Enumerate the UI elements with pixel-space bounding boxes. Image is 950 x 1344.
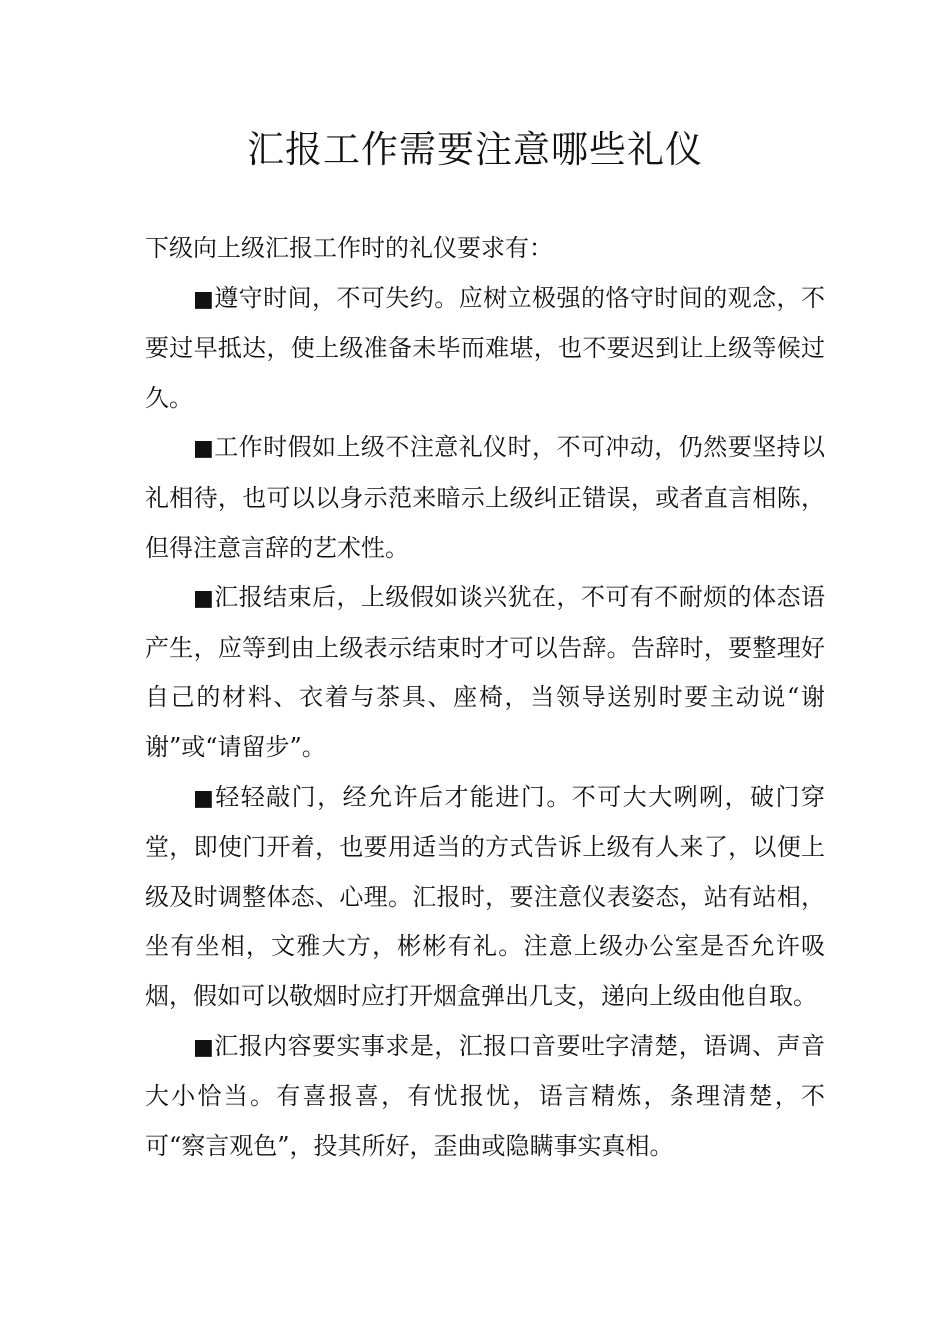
bullet-square-icon: ■ bbox=[193, 1034, 215, 1060]
bullet-square-icon: ■ bbox=[193, 286, 215, 312]
intro-paragraph: 下级向上级汇报工作时的礼仪要求有： bbox=[145, 234, 553, 262]
rule-text: 汇报结束后，上级假如谈兴犹在，不可有不耐烦的体态语产生，应等到由上级表示结束时才可以告辞。告辞时，要整理好自己的材料、衣着与茶具、座椅，当领导送别时要主动说“谢谢”或“请留步”。 bbox=[145, 583, 825, 761]
bullet-square-icon: ■ bbox=[193, 586, 215, 612]
bullet-square-icon: ■ bbox=[193, 785, 216, 811]
rule-paragraph-1 bbox=[145, 274, 825, 424]
document-body bbox=[145, 224, 825, 1171]
rule-paragraph-2 bbox=[145, 423, 825, 573]
rule-paragraph-5 bbox=[145, 1022, 825, 1172]
bullet-square-icon: ■ bbox=[193, 436, 215, 462]
rule-paragraph-3 bbox=[145, 573, 825, 772]
rule-text: 遵守时间，不可失约。应树立极强的恪守时间的观念，不要过早抵达，使上级准备未毕而难堪，也不要迟到让上级等候过久。 bbox=[145, 283, 825, 412]
rule-text: 汇报内容要实事求是，汇报口音要吐字清楚，语调、声音大小恰当。有喜报喜，有忧报忧，语言精炼，条理清楚，不可“察言观色”，投其所好，歪曲或隐瞒事实真相。 bbox=[145, 1031, 825, 1160]
rule-text: 轻轻敲门，经允许后才能进门。不可大大咧咧，破门穿堂，即使门开着，也要用适当的方式告诉上级有人来了，以便上级及时调整体态、心理。汇报时，要注意仪表姿态，站有站相，坐有坐相，文雅大方，彬彬有礼。注意上级办公室是否允许吸烟，假如可以敬烟时应打开烟盒弹出几支，递向上级由他自取。 bbox=[145, 782, 826, 1010]
rule-paragraph-4 bbox=[145, 773, 825, 1022]
rule-text: 工作时假如上级不注意礼仪时，不可冲动，仍然要坚持以礼相待，也可以以身示范来暗示上级纠正错误，或者直言相陈，但得注意言辞的艺术性。 bbox=[145, 433, 825, 562]
document-title: 汇报工作需要注意哪些礼仪 bbox=[247, 128, 703, 171]
